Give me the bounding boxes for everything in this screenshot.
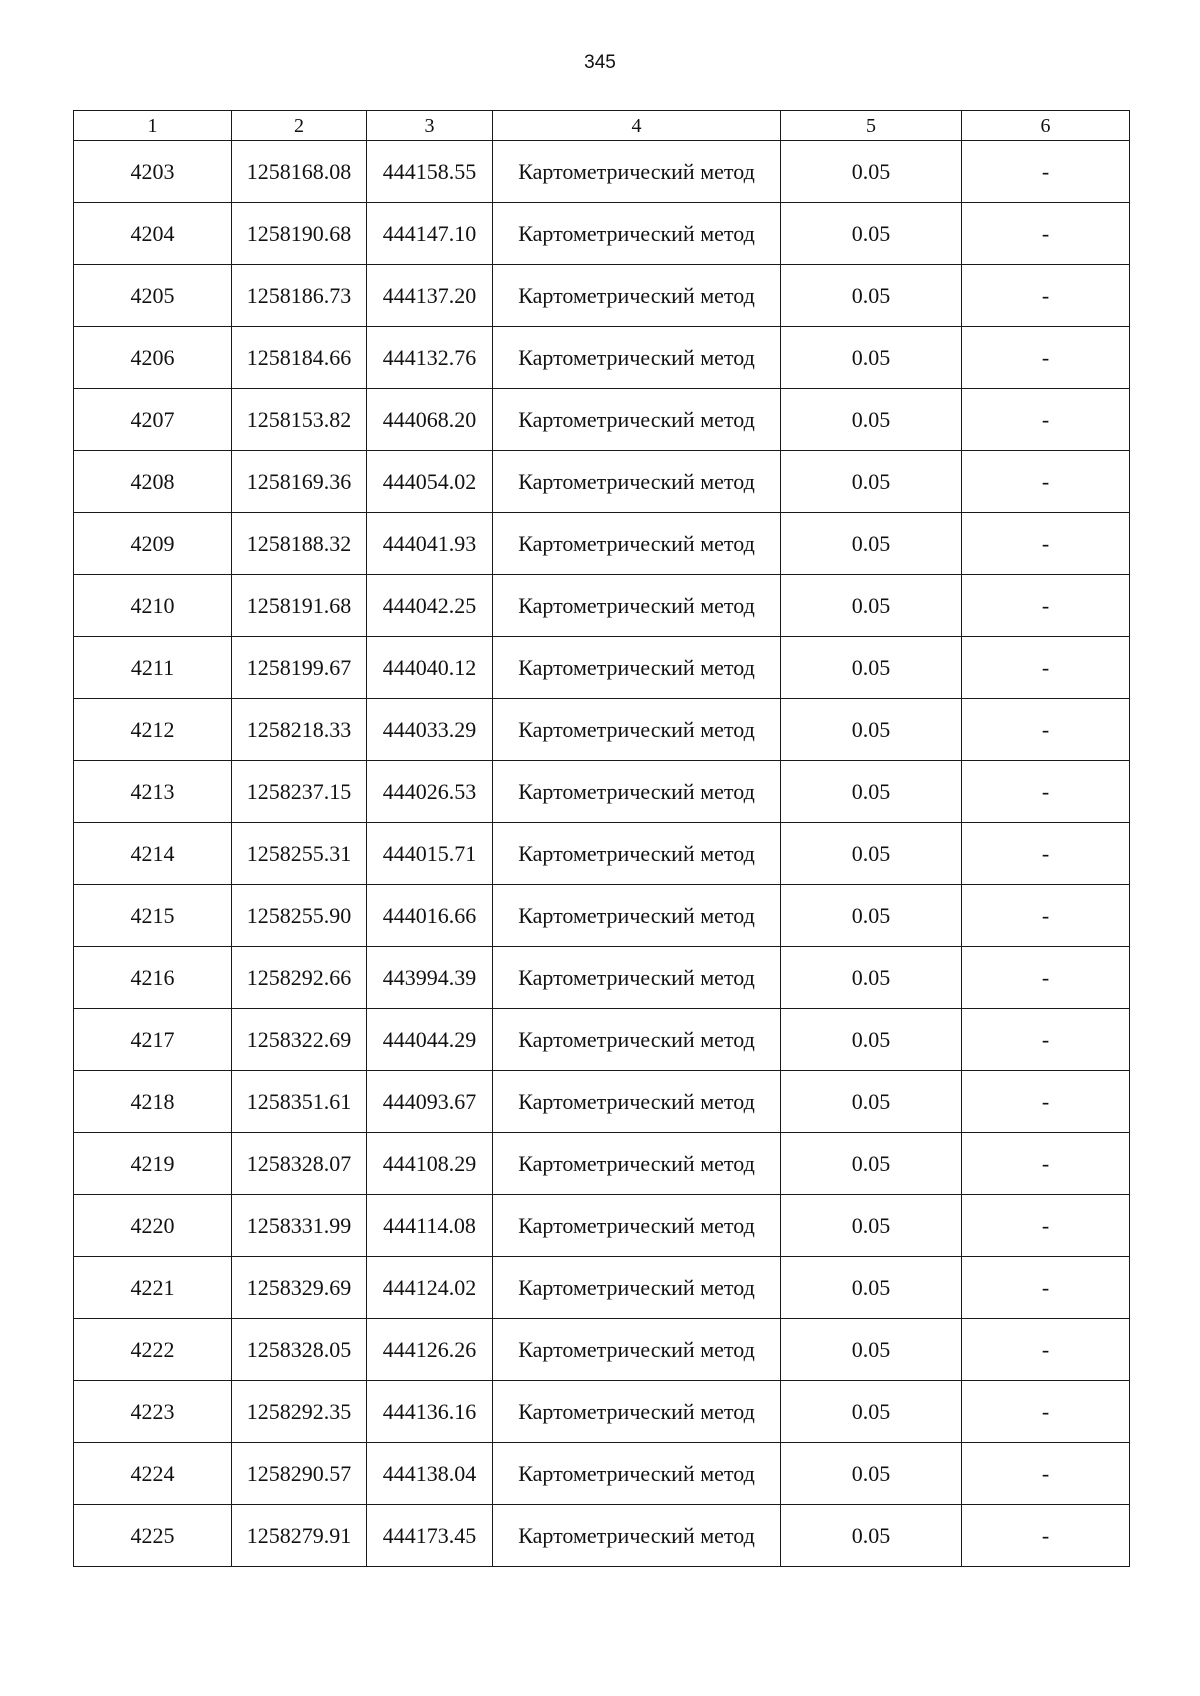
x-coordinate-cell: 1258153.82 <box>232 389 367 451</box>
accuracy-cell: 0.05 <box>781 1071 962 1133</box>
description-cell: - <box>962 1257 1130 1319</box>
method-cell: Картометрический метод <box>493 699 781 761</box>
description-cell: - <box>962 1071 1130 1133</box>
y-coordinate-cell: 444054.02 <box>367 451 493 513</box>
method-cell: Картометрический метод <box>493 1443 781 1505</box>
method-cell: Картометрический метод <box>493 823 781 885</box>
x-coordinate-cell: 1258322.69 <box>232 1009 367 1071</box>
accuracy-cell: 0.05 <box>781 1319 962 1381</box>
table-header <box>74 111 1130 141</box>
x-coordinate-cell: 1258328.05 <box>232 1319 367 1381</box>
point-number-cell: 4210 <box>74 575 232 637</box>
accuracy-cell: 0.05 <box>781 575 962 637</box>
x-coordinate-cell: 1258279.91 <box>232 1505 367 1567</box>
description-cell: - <box>962 885 1130 947</box>
description-cell: - <box>962 1133 1130 1195</box>
x-coordinate-cell: 1258191.68 <box>232 575 367 637</box>
table-row <box>74 513 1130 575</box>
accuracy-cell: 0.05 <box>781 1443 962 1505</box>
column-header-5: 5 <box>781 111 962 141</box>
method-cell: Картометрический метод <box>493 513 781 575</box>
table-row <box>74 885 1130 947</box>
x-coordinate-cell: 1258292.35 <box>232 1381 367 1443</box>
y-coordinate-cell: 444093.67 <box>367 1071 493 1133</box>
table-row <box>74 203 1130 265</box>
table-body <box>74 141 1130 1567</box>
method-cell: Картометрический метод <box>493 389 781 451</box>
table-row <box>74 141 1130 203</box>
point-number-cell: 4217 <box>74 1009 232 1071</box>
point-number-cell: 4224 <box>74 1443 232 1505</box>
method-cell: Картометрический метод <box>493 141 781 203</box>
table-row <box>74 575 1130 637</box>
point-number-cell: 4205 <box>74 265 232 327</box>
y-coordinate-cell: 444136.16 <box>367 1381 493 1443</box>
y-coordinate-cell: 443994.39 <box>367 947 493 1009</box>
method-cell: Картометрический метод <box>493 1319 781 1381</box>
method-cell: Картометрический метод <box>493 1195 781 1257</box>
point-number-cell: 4204 <box>74 203 232 265</box>
y-coordinate-cell: 444126.26 <box>367 1319 493 1381</box>
accuracy-cell: 0.05 <box>781 947 962 1009</box>
x-coordinate-cell: 1258168.08 <box>232 141 367 203</box>
y-coordinate-cell: 444040.12 <box>367 637 493 699</box>
description-cell: - <box>962 637 1130 699</box>
header-row <box>74 111 1130 141</box>
accuracy-cell: 0.05 <box>781 203 962 265</box>
accuracy-cell: 0.05 <box>781 823 962 885</box>
point-number-cell: 4218 <box>74 1071 232 1133</box>
accuracy-cell: 0.05 <box>781 1009 962 1071</box>
y-coordinate-cell: 444173.45 <box>367 1505 493 1567</box>
point-number-cell: 4219 <box>74 1133 232 1195</box>
accuracy-cell: 0.05 <box>781 637 962 699</box>
description-cell: - <box>962 575 1130 637</box>
point-number-cell: 4214 <box>74 823 232 885</box>
x-coordinate-cell: 1258184.66 <box>232 327 367 389</box>
table-row <box>74 1381 1130 1443</box>
x-coordinate-cell: 1258237.15 <box>232 761 367 823</box>
accuracy-cell: 0.05 <box>781 389 962 451</box>
y-coordinate-cell: 444138.04 <box>367 1443 493 1505</box>
description-cell: - <box>962 761 1130 823</box>
x-coordinate-cell: 1258199.67 <box>232 637 367 699</box>
table-row <box>74 637 1130 699</box>
y-coordinate-cell: 444068.20 <box>367 389 493 451</box>
accuracy-cell: 0.05 <box>781 265 962 327</box>
accuracy-cell: 0.05 <box>781 885 962 947</box>
method-cell: Картометрический метод <box>493 1009 781 1071</box>
description-cell: - <box>962 203 1130 265</box>
description-cell: - <box>962 1443 1130 1505</box>
description-cell: - <box>962 1195 1130 1257</box>
table-row <box>74 1133 1130 1195</box>
table-row <box>74 389 1130 451</box>
point-number-cell: 4215 <box>74 885 232 947</box>
method-cell: Картометрический метод <box>493 637 781 699</box>
y-coordinate-cell: 444041.93 <box>367 513 493 575</box>
y-coordinate-cell: 444033.29 <box>367 699 493 761</box>
accuracy-cell: 0.05 <box>781 513 962 575</box>
y-coordinate-cell: 444124.02 <box>367 1257 493 1319</box>
point-number-cell: 4225 <box>74 1505 232 1567</box>
description-cell: - <box>962 265 1130 327</box>
description-cell: - <box>962 513 1130 575</box>
y-coordinate-cell: 444114.08 <box>367 1195 493 1257</box>
y-coordinate-cell: 444158.55 <box>367 141 493 203</box>
column-header-3: 3 <box>367 111 493 141</box>
accuracy-cell: 0.05 <box>781 451 962 513</box>
x-coordinate-cell: 1258169.36 <box>232 451 367 513</box>
x-coordinate-cell: 1258255.90 <box>232 885 367 947</box>
y-coordinate-cell: 444044.29 <box>367 1009 493 1071</box>
x-coordinate-cell: 1258255.31 <box>232 823 367 885</box>
column-header-6: 6 <box>962 111 1130 141</box>
description-cell: - <box>962 389 1130 451</box>
method-cell: Картометрический метод <box>493 203 781 265</box>
method-cell: Картометрический метод <box>493 1071 781 1133</box>
description-cell: - <box>962 699 1130 761</box>
accuracy-cell: 0.05 <box>781 761 962 823</box>
accuracy-cell: 0.05 <box>781 1133 962 1195</box>
x-coordinate-cell: 1258351.61 <box>232 1071 367 1133</box>
column-header-1: 1 <box>74 111 232 141</box>
accuracy-cell: 0.05 <box>781 1195 962 1257</box>
point-number-cell: 4209 <box>74 513 232 575</box>
point-number-cell: 4222 <box>74 1319 232 1381</box>
method-cell: Картометрический метод <box>493 575 781 637</box>
accuracy-cell: 0.05 <box>781 327 962 389</box>
description-cell: - <box>962 451 1130 513</box>
description-cell: - <box>962 1319 1130 1381</box>
x-coordinate-cell: 1258328.07 <box>232 1133 367 1195</box>
description-cell: - <box>962 1505 1130 1567</box>
method-cell: Картометрический метод <box>493 1505 781 1567</box>
description-cell: - <box>962 823 1130 885</box>
y-coordinate-cell: 444147.10 <box>367 203 493 265</box>
point-number-cell: 4206 <box>74 327 232 389</box>
table-row <box>74 947 1130 1009</box>
accuracy-cell: 0.05 <box>781 1505 962 1567</box>
point-number-cell: 4211 <box>74 637 232 699</box>
description-cell: - <box>962 1381 1130 1443</box>
point-number-cell: 4207 <box>74 389 232 451</box>
method-cell: Картометрический метод <box>493 1381 781 1443</box>
point-number-cell: 4203 <box>74 141 232 203</box>
method-cell: Картометрический метод <box>493 885 781 947</box>
method-cell: Картометрический метод <box>493 265 781 327</box>
accuracy-cell: 0.05 <box>781 141 962 203</box>
page-number: 345 <box>584 52 616 73</box>
description-cell: - <box>962 327 1130 389</box>
y-coordinate-cell: 444108.29 <box>367 1133 493 1195</box>
x-coordinate-cell: 1258292.66 <box>232 947 367 1009</box>
point-number-cell: 4213 <box>74 761 232 823</box>
y-coordinate-cell: 444042.25 <box>367 575 493 637</box>
table-row <box>74 451 1130 513</box>
y-coordinate-cell: 444015.71 <box>367 823 493 885</box>
accuracy-cell: 0.05 <box>781 1381 962 1443</box>
y-coordinate-cell: 444137.20 <box>367 265 493 327</box>
method-cell: Картометрический метод <box>493 761 781 823</box>
x-coordinate-cell: 1258290.57 <box>232 1443 367 1505</box>
table-row <box>74 265 1130 327</box>
x-coordinate-cell: 1258190.68 <box>232 203 367 265</box>
point-number-cell: 4220 <box>74 1195 232 1257</box>
point-number-cell: 4221 <box>74 1257 232 1319</box>
description-cell: - <box>962 141 1130 203</box>
x-coordinate-cell: 1258329.69 <box>232 1257 367 1319</box>
point-number-cell: 4216 <box>74 947 232 1009</box>
accuracy-cell: 0.05 <box>781 1257 962 1319</box>
table-row <box>74 1257 1130 1319</box>
y-coordinate-cell: 444026.53 <box>367 761 493 823</box>
column-header-4: 4 <box>493 111 781 141</box>
coordinates-table <box>73 110 1130 1567</box>
table-row <box>74 1319 1130 1381</box>
x-coordinate-cell: 1258331.99 <box>232 1195 367 1257</box>
method-cell: Картометрический метод <box>493 1257 781 1319</box>
method-cell: Картометрический метод <box>493 947 781 1009</box>
method-cell: Картометрический метод <box>493 451 781 513</box>
x-coordinate-cell: 1258186.73 <box>232 265 367 327</box>
table-row <box>74 1071 1130 1133</box>
method-cell: Картометрический метод <box>493 1133 781 1195</box>
table-row <box>74 1443 1130 1505</box>
table-row <box>74 699 1130 761</box>
x-coordinate-cell: 1258188.32 <box>232 513 367 575</box>
table-row <box>74 1009 1130 1071</box>
table-row <box>74 1195 1130 1257</box>
table-row <box>74 327 1130 389</box>
table-row <box>74 1505 1130 1567</box>
table-row <box>74 761 1130 823</box>
table-row <box>74 823 1130 885</box>
x-coordinate-cell: 1258218.33 <box>232 699 367 761</box>
description-cell: - <box>962 947 1130 1009</box>
point-number-cell: 4212 <box>74 699 232 761</box>
point-number-cell: 4223 <box>74 1381 232 1443</box>
point-number-cell: 4208 <box>74 451 232 513</box>
y-coordinate-cell: 444016.66 <box>367 885 493 947</box>
description-cell: - <box>962 1009 1130 1071</box>
column-header-2: 2 <box>232 111 367 141</box>
method-cell: Картометрический метод <box>493 327 781 389</box>
y-coordinate-cell: 444132.76 <box>367 327 493 389</box>
accuracy-cell: 0.05 <box>781 699 962 761</box>
